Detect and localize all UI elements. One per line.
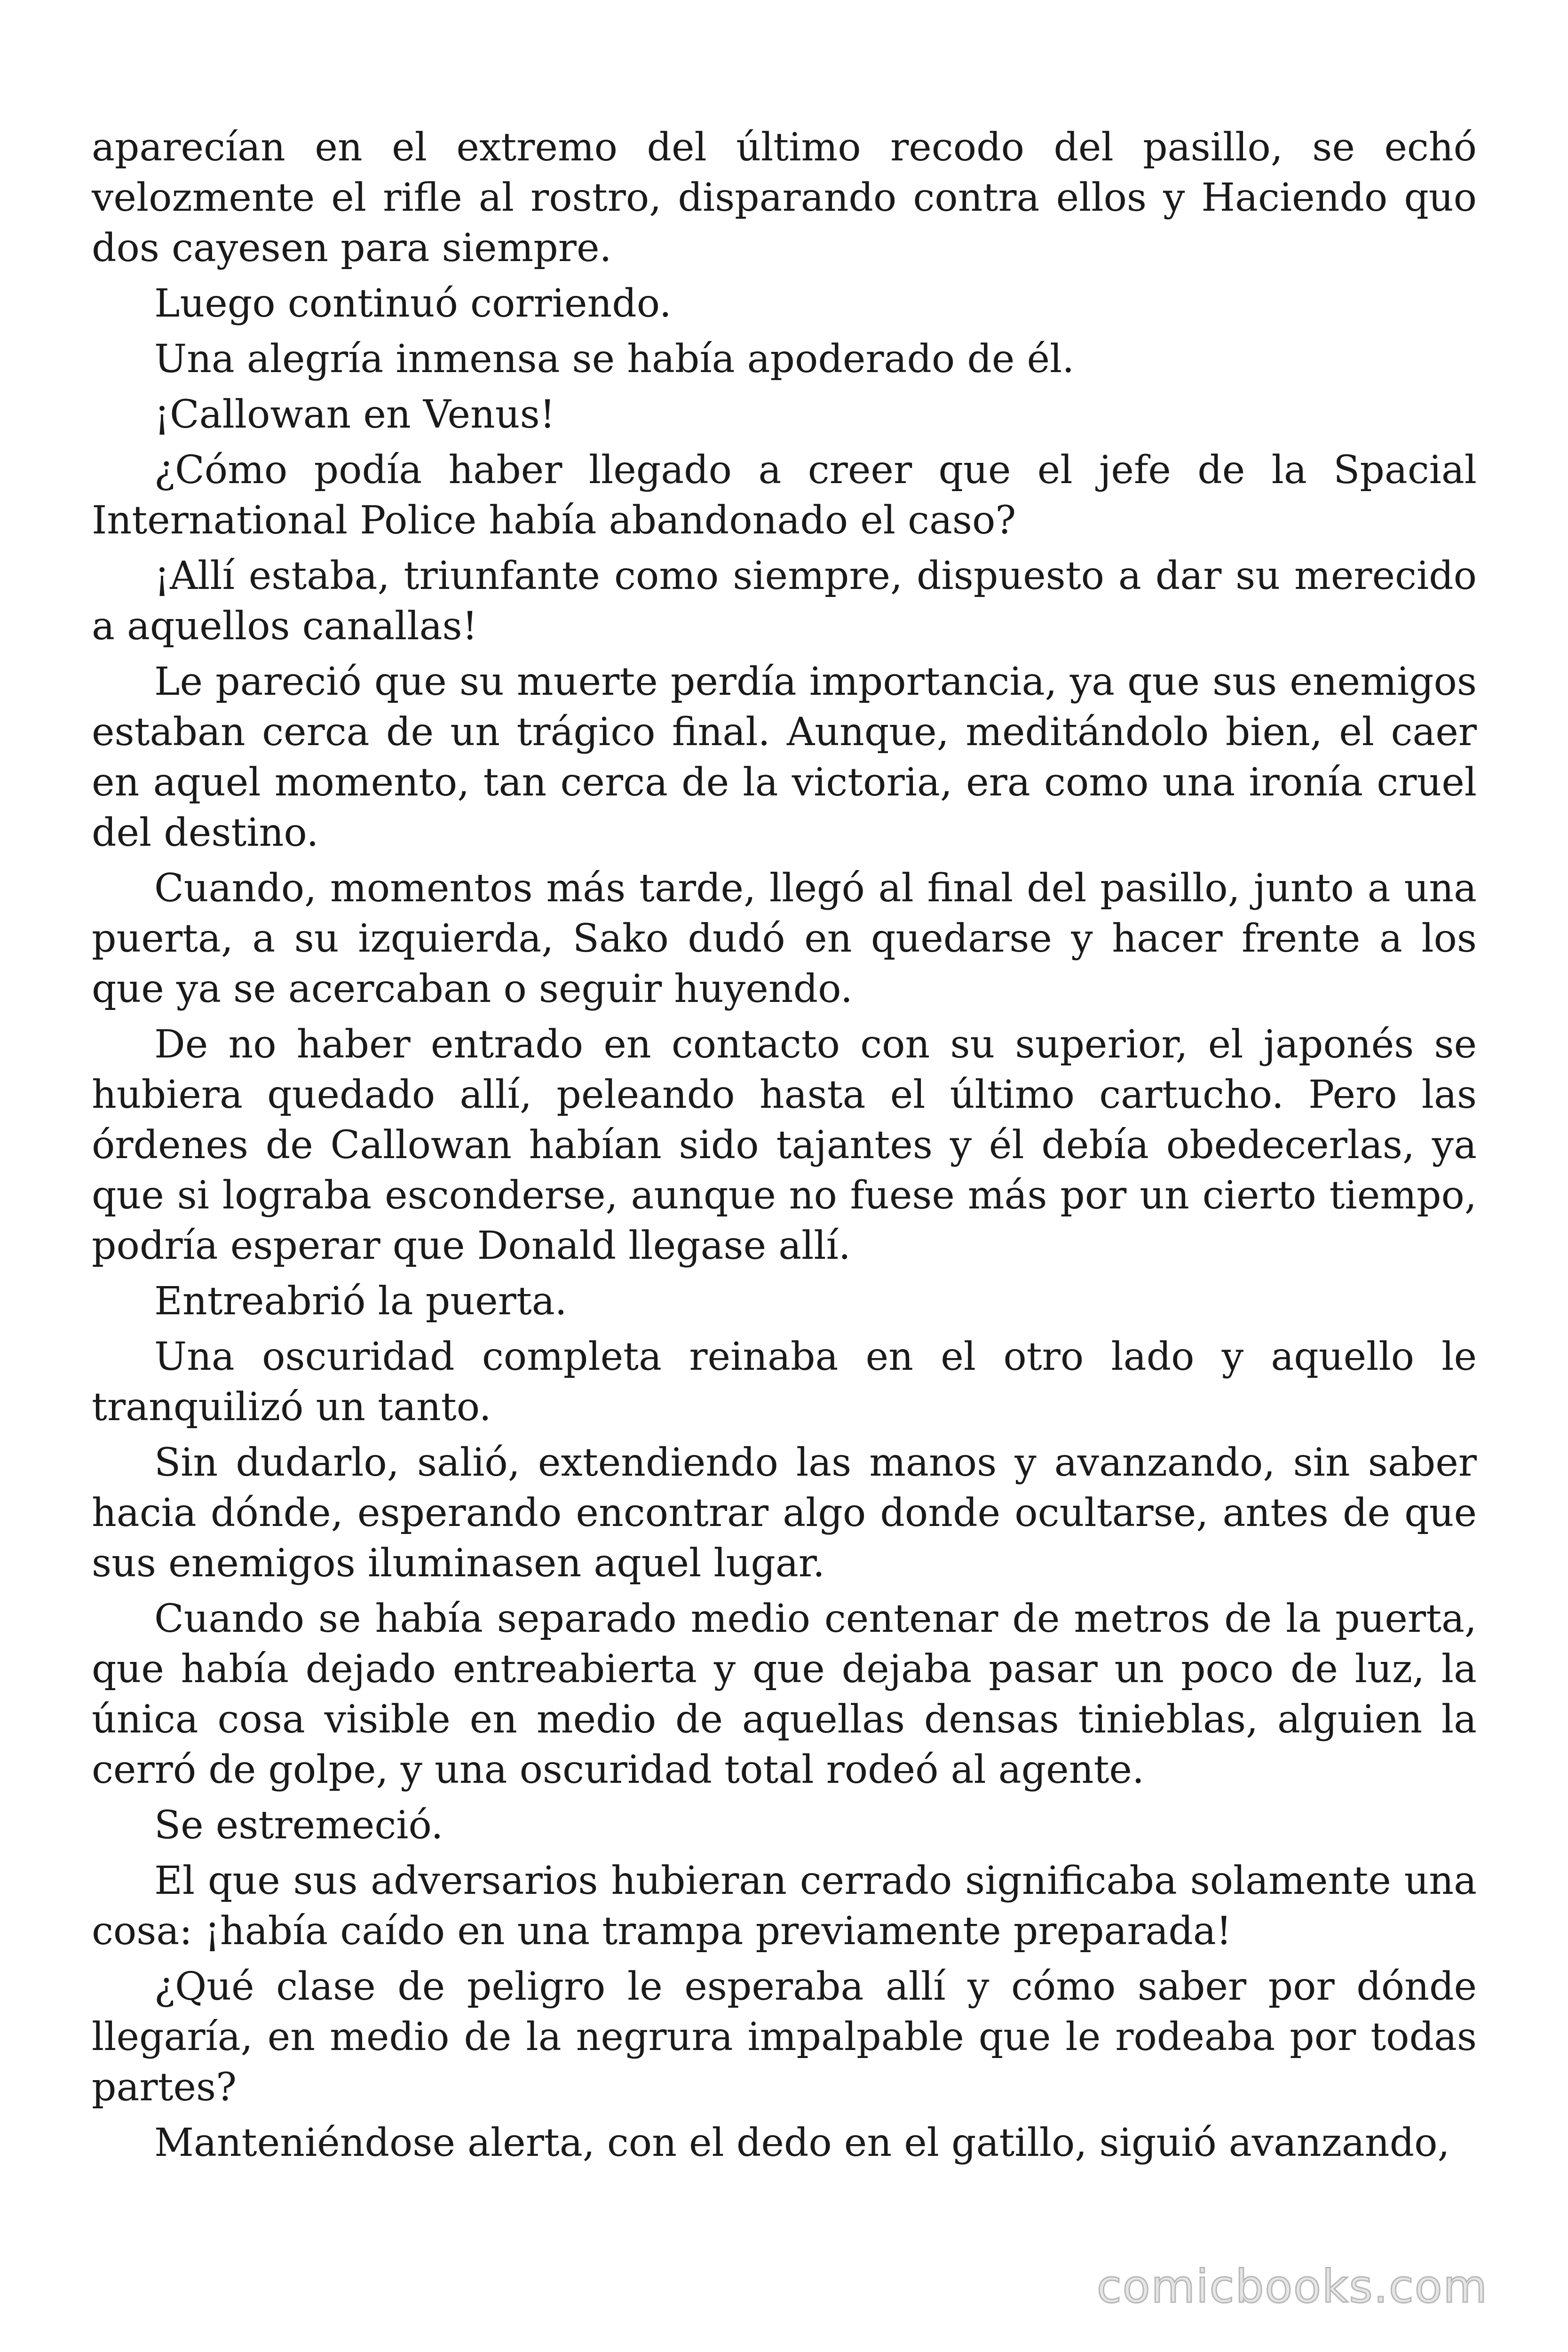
paragraph: Le pareció que su muerte perdía importancia, ya que sus enemigos estaban cerca de un trágico final. Aunque, meditándolo bien, el caer en aquel momento, tan cerca de la victoria, era como una ironía cruel del destino.: [92, 660, 1477, 855]
paragraph: Una alegría inmensa se había apoderado de él.: [154, 337, 1075, 381]
page-text: [92, 122, 1477, 2173]
paragraph: De no haber entrado en contacto con su superior, el japonés se hubiera quedado allí, peleando hasta el último cartucho. Pero las órdenes de Callowan habían sido tajantes y él debía obedecerlas, ya que si lograba esconderse, aunque no fuese más por un cierto tiempo, podría esperar que Donald llegase allí.: [92, 1022, 1477, 1268]
paragraph: ¡Callowan en Venus!: [154, 392, 555, 437]
paragraph: ¿Cómo podía haber llegado a creer que el jefe de la Spacial International Police había abandonado el caso?: [92, 448, 1477, 543]
paragraph: ¡Allí estaba, triunfante como siempre, dispuesto a dar su merecido a aquellos canallas!: [92, 554, 1477, 649]
paragraph: Sin dudarlo, salió, extendiendo las manos y avanzando, sin saber hacia dónde, esperando encontrar algo donde ocultarse, antes de que sus enemigos iluminasen aquel lugar.: [92, 1440, 1477, 1586]
watermark: comicbooks.com: [1096, 2260, 1488, 2313]
paragraph: ¿Qué clase de peligro le esperaba allí y cómo saber por dónde llegaría, en medio de la negrura impalpable que le rodeaba por todas partes?: [92, 1964, 1477, 2110]
paragraph: Manteniéndose alerta, con el dedo en el gatillo, siguió avanzando,: [154, 2121, 1450, 2165]
paragraph: aparecían en el extremo del último recodo del pasillo, se echó velozmente el rifle al rostro, disparando contra ellos y Haciendo quo dos cayesen para siempre.: [92, 125, 1477, 270]
paragraph: Una oscuridad completa reinaba en el otro lado y aquello le tranquilizó un tanto.: [92, 1335, 1477, 1430]
paragraph: El que sus adversarios hubieran cerrado significaba solamente una cosa: ¡había caído en una trampa previamente preparada!: [92, 1859, 1477, 1954]
paragraph: Cuando, momentos más tarde, llegó al final del pasillo, junto a una puerta, a su izquierda, Sako dudó en quedarse y hacer frente a los que ya se acercaban o seguir huyendo.: [92, 866, 1477, 1011]
paragraph: Luego continuó corriendo.: [154, 281, 672, 326]
paragraph: Cuando se había separado medio centenar de metros de la puerta, que había dejado entreabierta y que dejaba pasar un poco de luz, la única cosa visible en medio de aquellas densas tinieblas, alguien la cerró de golpe, y una oscuridad total rodeó al agente.: [92, 1597, 1477, 1792]
paragraph: Entreabrió la puerta.: [154, 1279, 567, 1324]
paragraph: Se estremeció.: [154, 1803, 443, 1848]
